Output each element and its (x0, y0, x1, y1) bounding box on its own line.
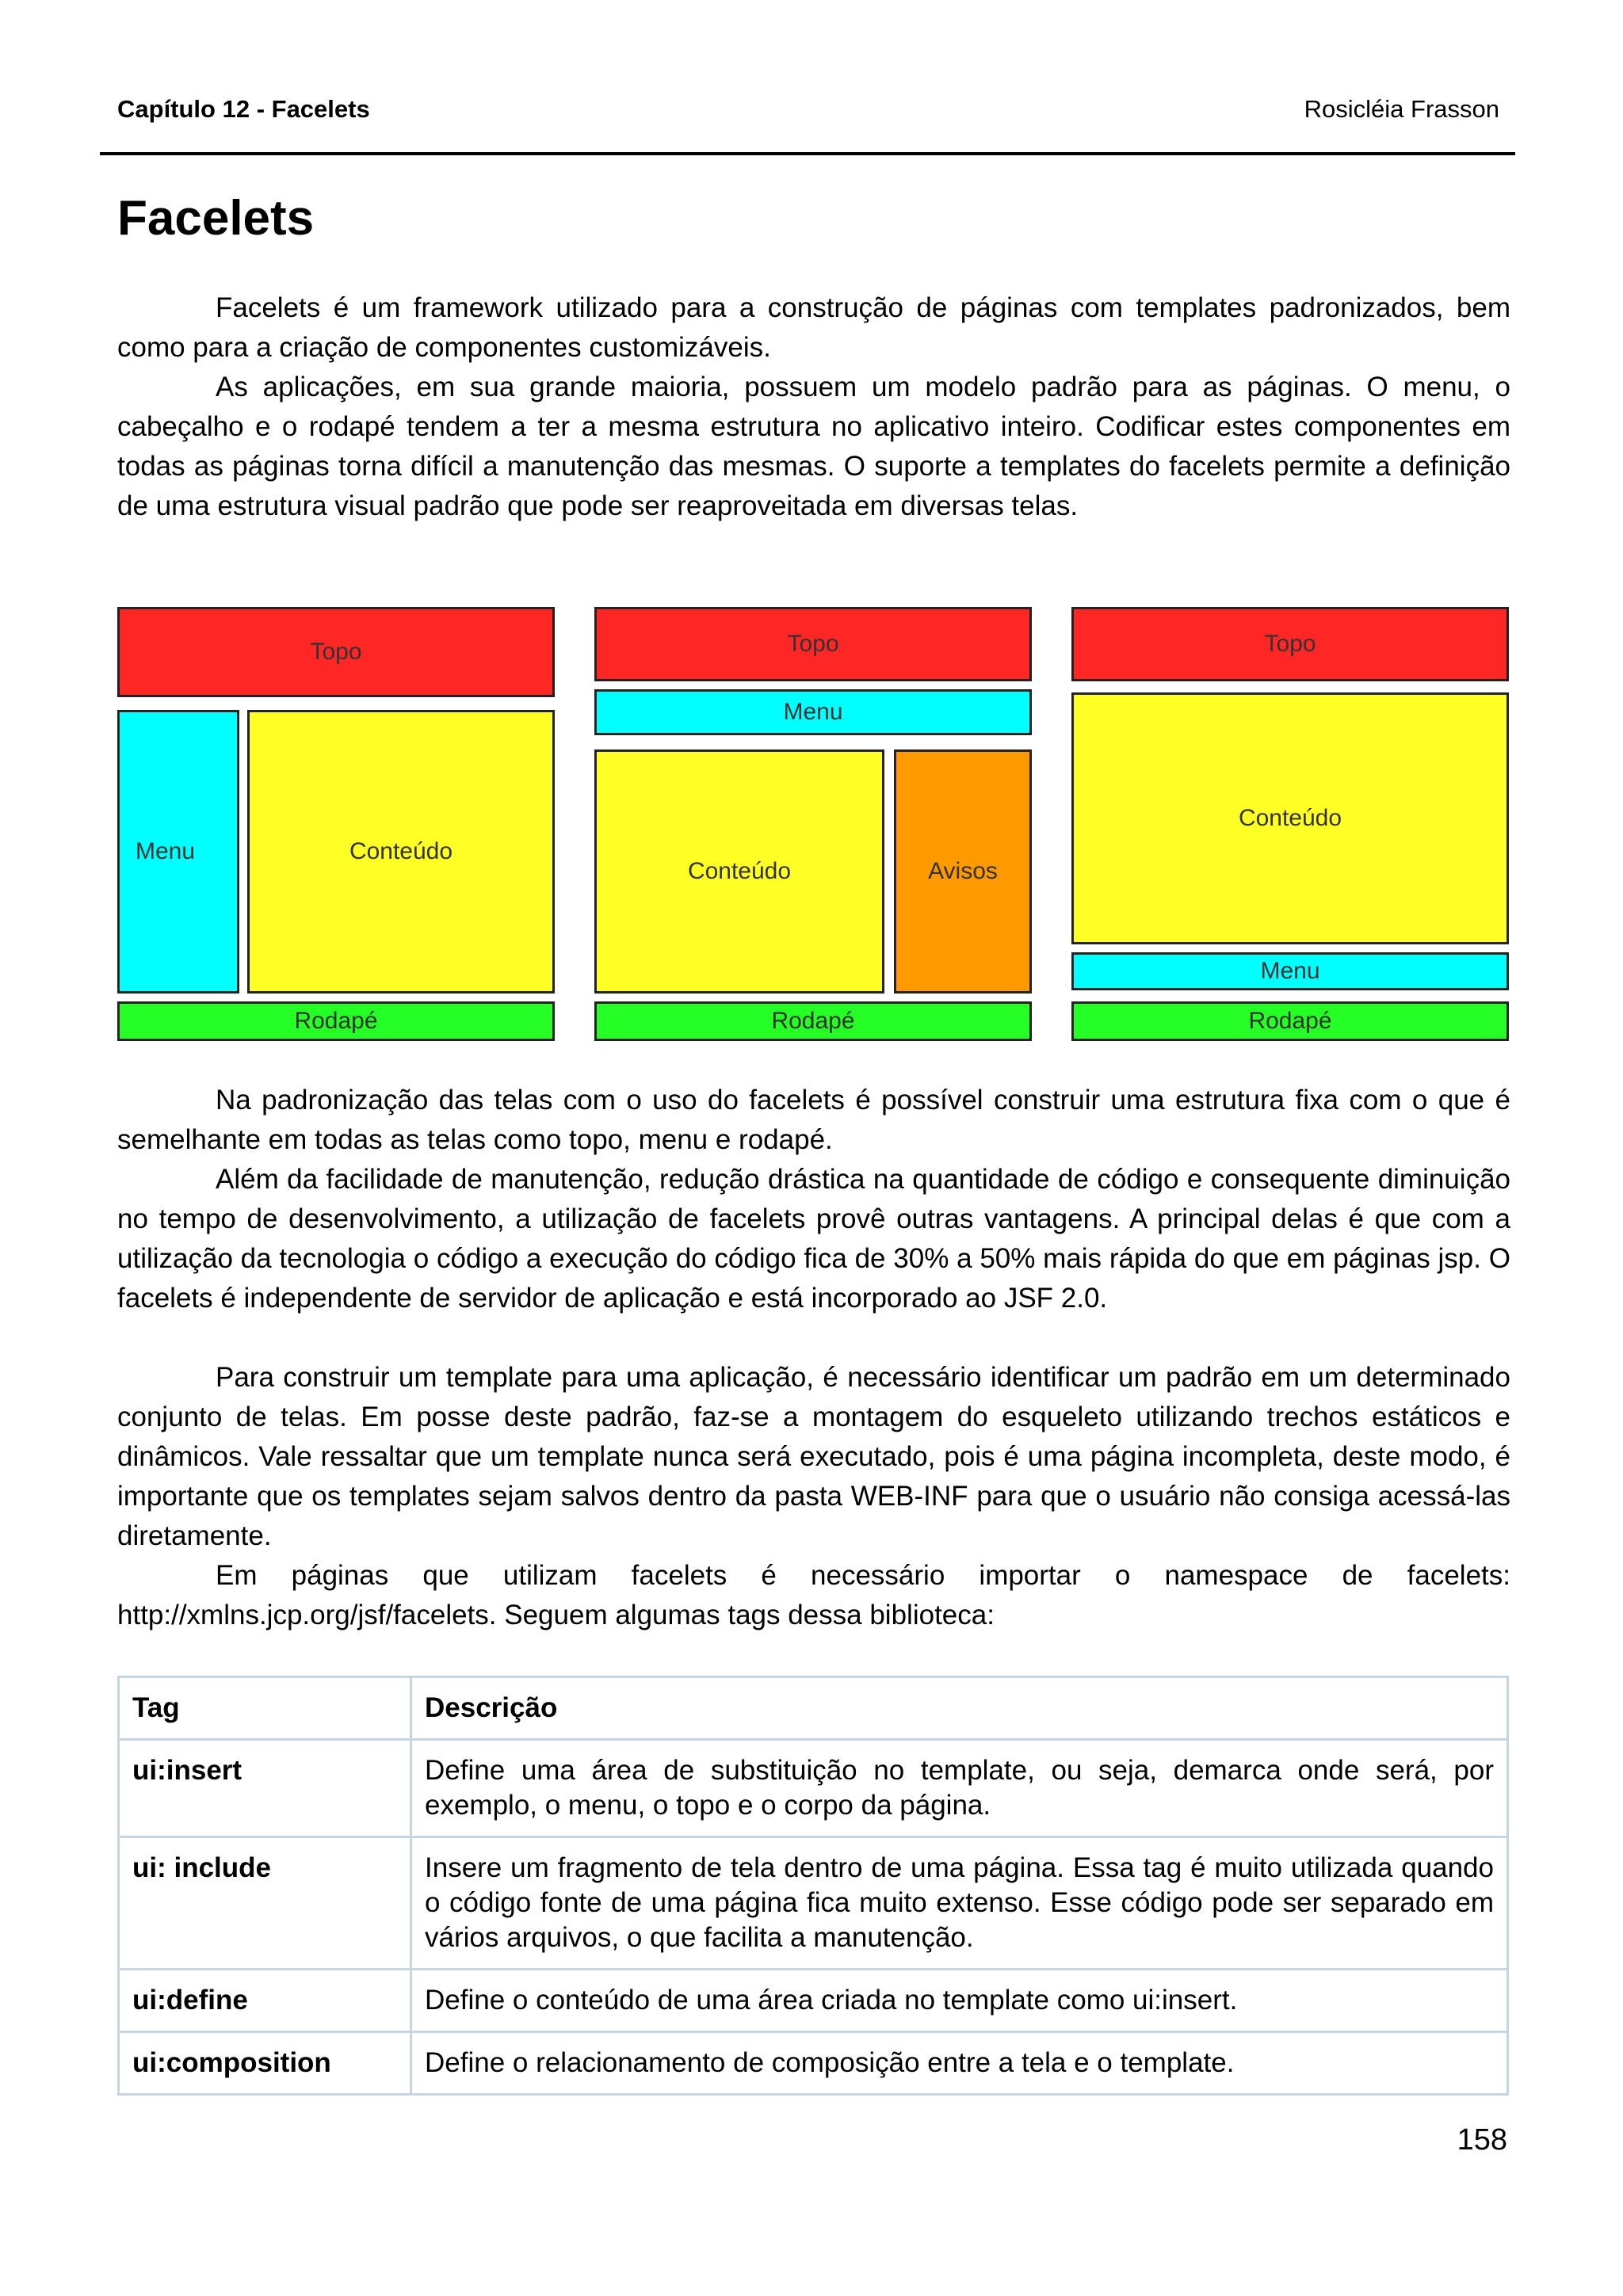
description-cell: Define o conteúdo de uma área criada no template como ui:insert. (411, 1970, 1508, 2032)
tags-table (117, 1676, 1509, 2096)
block-menu: Menu (1071, 952, 1509, 990)
paragraph-templates: As aplicações, em sua grande maioria, possuem um modelo padrão para as páginas. O menu, o cabeçalho e o rodapé tendem a ter a mesma estrutura no aplicativo inteiro. Codificar estes componentes em todas as páginas torna difícil a manutenção das mesmas. O suporte a templates do facelets permite a definição de uma estrutura visual padrão que pode ser reaproveitada em diversas telas. (117, 372, 1510, 521)
table-row (119, 1970, 1508, 2032)
table-row (119, 1837, 1508, 1970)
paragraph-vantagens: Além da facilidade de manutenção, redução drástica na quantidade de código e consequente diminuição no tempo de desenvolvimento, a utilização de facelets provê outras vantagens. A principal delas é que com a utilização da tecnologia o código a execução do código fica de 30% a 50% mais rápida do que em páginas jsp. O facelets é independente de servidor de aplicação e está incorporado ao JSF 2.0. (117, 1164, 1510, 1314)
description-cell: Define o relacionamento de composição entre a tela e o template. (411, 2032, 1508, 2095)
author-name: Rosicléia Frasson (1304, 95, 1499, 123)
page-title: Facelets (117, 191, 315, 246)
column-header-description: Descrição (411, 1677, 1508, 1740)
page-number: 158 (1457, 2123, 1507, 2157)
block-rodape: Rodapé (117, 1001, 555, 1041)
tag-cell: ui:composition (119, 2032, 411, 2095)
table-header-row (119, 1677, 1508, 1740)
block-rodape: Rodapé (1071, 1001, 1509, 1041)
tag-cell: ui:define (119, 1970, 411, 2032)
block-conteudo: Conteúdo (594, 749, 884, 994)
block-rodape: Rodapé (594, 1001, 1032, 1041)
layout-diagram-1 (117, 607, 555, 1041)
block-topo: Topo (1071, 607, 1509, 681)
chapter-title: Capítulo 12 - Facelets (117, 95, 370, 123)
layout-diagram-3 (1071, 607, 1509, 1041)
block-conteudo: Conteúdo (247, 710, 555, 994)
table-row (119, 2032, 1508, 2095)
block-conteudo: Conteúdo (1071, 692, 1509, 944)
block-menu: Menu (117, 710, 239, 994)
column-header-tag: Tag (119, 1677, 411, 1740)
tag-cell: ui: include (119, 1837, 411, 1970)
description-cell: Define uma área de substituição no template, ou seja, demarca onde será, por exemplo, o menu, o topo e o corpo da página. (411, 1740, 1508, 1837)
page-header (100, 95, 1515, 155)
block-topo: Topo (117, 607, 555, 697)
paragraph-namespace: Em páginas que utilizam facelets é necessário importar o namespace de facelets: http://xmlns.jcp.org/jsf/facelets. Seguem algumas tags dessa biblioteca: (117, 1560, 1510, 1630)
paragraph-intro: Facelets é um framework utilizado para a construção de páginas com templates padronizados, bem como para a criação de componentes customizáveis. (117, 292, 1510, 363)
description-cell: Insere um fragmento de tela dentro de uma página. Essa tag é muito utilizada quando o código fonte de uma página fica muito extenso. Esse código pode ser separado em vários arquivos, o que facilita a manutenção. (411, 1837, 1508, 1970)
block-topo: Topo (594, 607, 1032, 681)
block-avisos: Avisos (894, 749, 1032, 994)
block-menu: Menu (594, 689, 1032, 735)
paragraph-construir-template: Para construir um template para uma aplicação, é necessário identificar um padrão em um determinado conjunto de telas. Em posse deste padrão, faz-se a montagem do esqueleto utilizando trechos estáticos e dinâmicos. Vale ressaltar que um template nunca será executado, pois é uma página incompleta, deste modo, é importante que os templates sejam salvos dentro da pasta WEB-INF para que o usuário não consiga acessá-las diretamente. (117, 1362, 1510, 1551)
paragraph-padronizacao: Na padronização das telas com o uso do facelets é possível construir uma estrutura fixa com o que é semelhante em todas as telas como topo, menu e rodapé. (117, 1085, 1510, 1155)
tag-cell: ui:insert (119, 1740, 411, 1837)
table-row (119, 1740, 1508, 1837)
layout-diagram-2 (594, 607, 1032, 1041)
